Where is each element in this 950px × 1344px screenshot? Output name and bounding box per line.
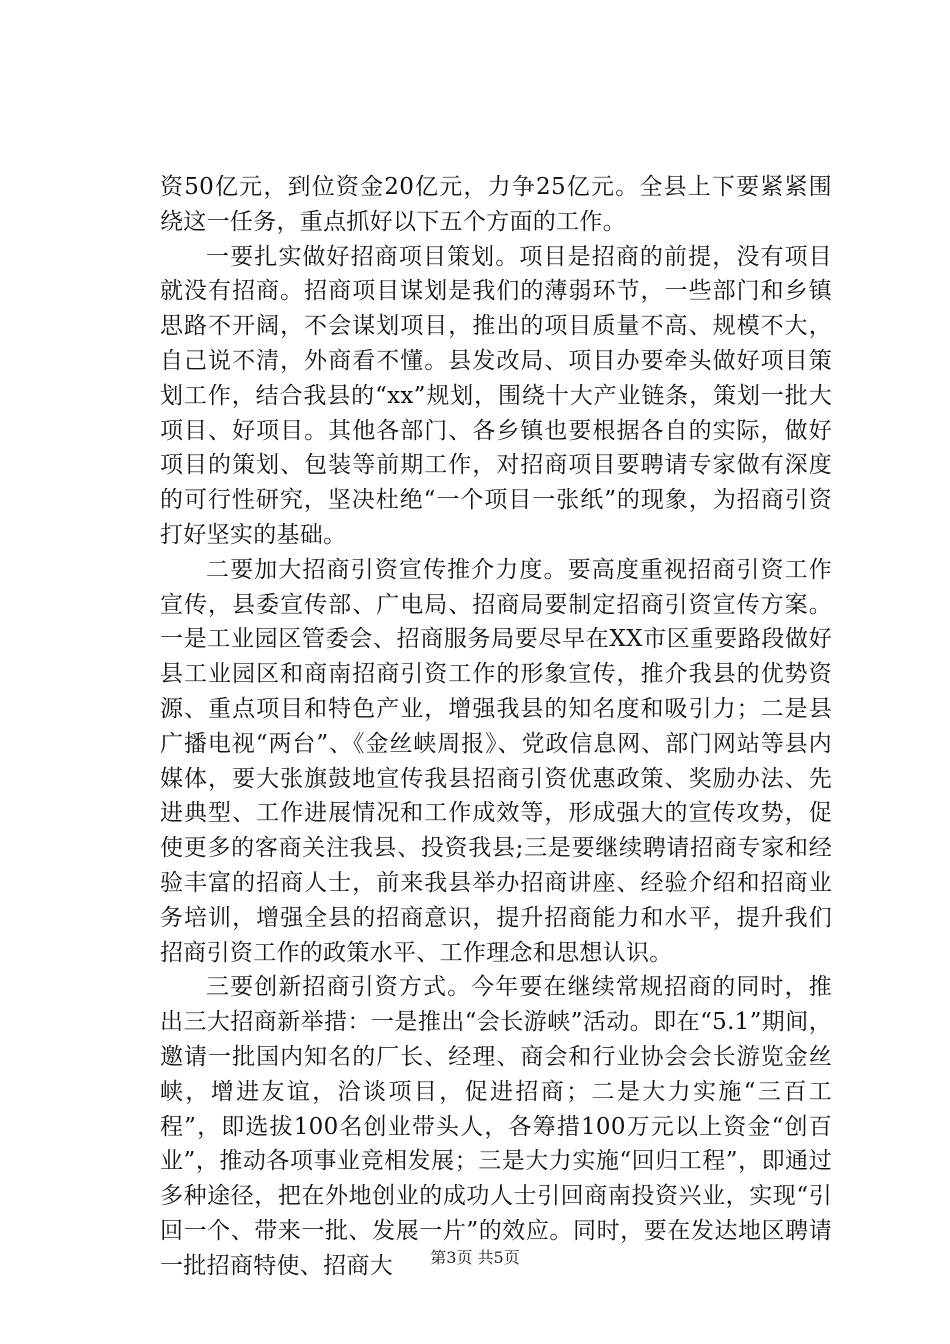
paragraph-continuation: 资50亿元，到位资金20亿元，力争25亿元。全县上下要紧紧围绕这一任务，重点抓好以下五个方面的工作。 xyxy=(160,174,832,235)
paragraph-promotion: 二要加大招商引资宣传推介力度。要高度重视招商引资工作宣传，县委宣传部、广电局、招商局要制定招商引资宣传方案。一是工业园区管委会、招商服务局要尽早在XX市区重要路段做好县工业园区和商南招商引资工作的形象宣传，推介我县的优势资源、重点项目和特色产业，增强我县的知名度和吸引力；二是县广播电视“两台”、《金丝峡周报》、党政信息网、部门网站等县内媒体，要大张旗鼓地宣传我县招商引资优惠政策、奖励办法、先进典型、工作进展情况和工作成效等，形成强大的宣传攻势，促使更多的客商关注我县、投资我县;三是要继续聘请招商专家和经验丰富的招商人士，前来我县举办招商讲座、经验介绍和招商业务培训，增强全县的招商意识，提升招商能力和水平，提升我们招商引资工作的政策水平、工作理念和思想认识。 xyxy=(160,556,832,966)
paragraph-innovation: 三要创新招商引资方式。今年要在继续常规招商的同时，推出三大招商新举措：一是推出“会长游峡”活动。即在“5.1”期间，邀请一批国内知名的厂长、经理、商会和行业协会会长游览金丝峡，增进友谊，洽谈项目，促进招商；二是大力实施“三百工程”，即选拔100名创业带头人，各筹措100万元以上资金“创百业”，推动各项事业竞相发展；三是大力实施“回归工程”，即通过多种途径，把在外地创业的成功人士引回商南投资兴业，实现“引回一个、带来一批、发展一片”的效应。同时，要在发达地区聘请一批招商特使、招商大 xyxy=(160,974,832,1279)
page-footer: 第3页 共5页 xyxy=(430,1248,520,1267)
document-body xyxy=(160,170,832,1284)
paragraph-project-planning: 一要扎实做好招商项目策划。项目是招商的前提，没有项目就没有招商。招商项目谋划是我们的薄弱环节，一些部门和乡镇思路不开阔，不会谋划项目，推出的项目质量不高、规模不大，自己说不清，外商看不懂。县发改局、项目办要牵头做好项目策划工作，结合我县的“xx”规划，围绕十大产业链条，策划一批大项目、好项目。其他各部门、各乡镇也要根据各自的实际，做好项目的策划、包装等前期工作，对招商项目要聘请专家做有深度的可行性研究，坚决杜绝“一个项目一张纸”的现象，为招商引资打好坚实的基础。 xyxy=(160,243,832,548)
